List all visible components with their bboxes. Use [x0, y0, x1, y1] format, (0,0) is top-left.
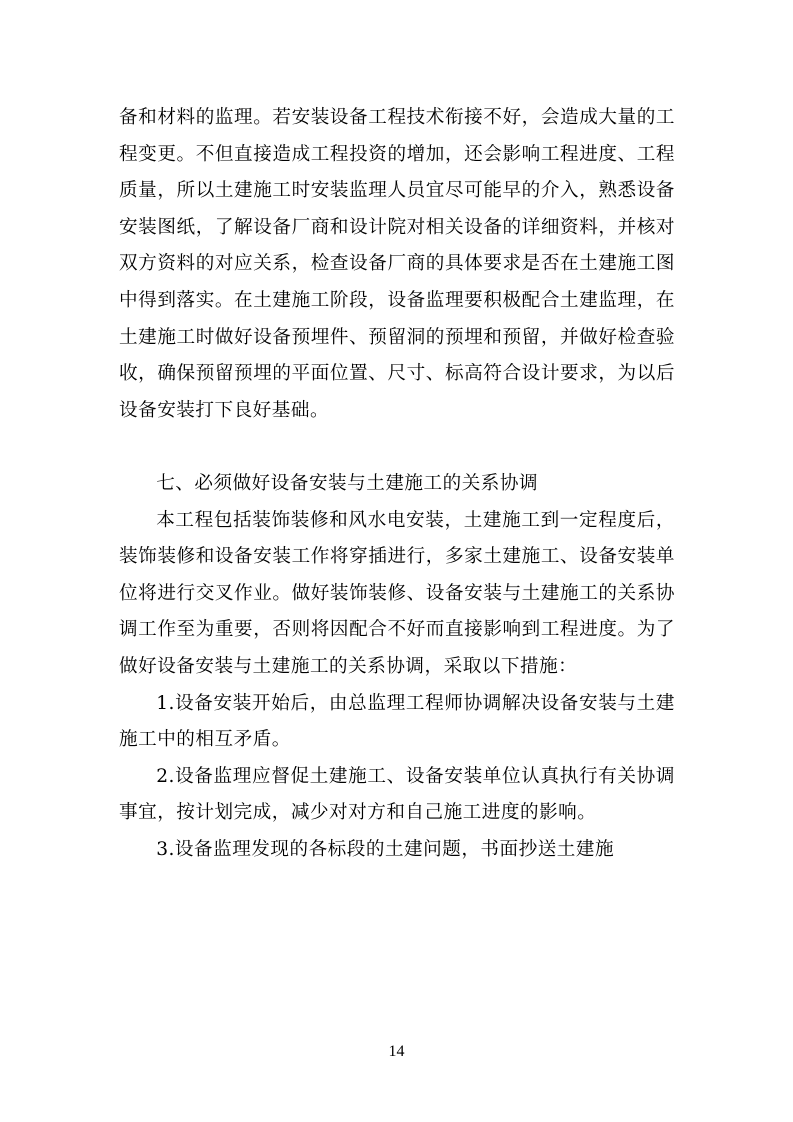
document-body: [119, 100, 675, 868]
measure-item-1: 1.设备安装开始后，由总监理工程师协调解决设备安装与土建施工中的相互矛盾。: [119, 692, 675, 751]
page-number: 14: [388, 1043, 405, 1060]
section-heading: 七、必须做好设备安装与土建施工的关系协调: [156, 472, 539, 494]
measure-item-3: 3.设备监理发现的各标段的土建问题，书面抄送土建施: [156, 838, 615, 860]
measure-item-2: 2.设备监理应督促土建施工、设备安装单位认真执行有关协调事宜，按计划完成，减少对对方和自己施工进度的影响。: [119, 765, 675, 824]
continued-paragraph: 备和材料的监理。若安装设备工程技术衔接不好，会造成大量的工程变更。不但直接造成工程投资的增加，还会影响工程进度、工程质量，所以土建施工时安装监理人员宜尽可能早的介入，熟悉设备安装图纸，了解设备厂商和设计院对相关设备的详细资料，并核对双方资料的对应关系，检查设备厂商的具体要求是否在土建施工图中得到落实。在土建施工阶段，设备监理要积极配合土建监理，在土建施工时做好设备预埋件、预留洞的预埋和预留，并做好检查验收，确保预留预埋的平面位置、尺寸、标高符合设计要求，为以后设备安装打下良好基础。: [119, 107, 675, 421]
section-intro-paragraph: 本工程包括装饰装修和风水电安装，土建施工到一定程度后，装饰装修和设备安装工作将穿插进行，多家土建施工、设备安装单位将进行交叉作业。做好装饰装修、设备安装与土建施工的关系协调工作至为重要，否则将因配合不好而直接影响到工程进度。为了做好设备安装与土建施工的关系协调，采取以下措施：: [119, 509, 675, 677]
